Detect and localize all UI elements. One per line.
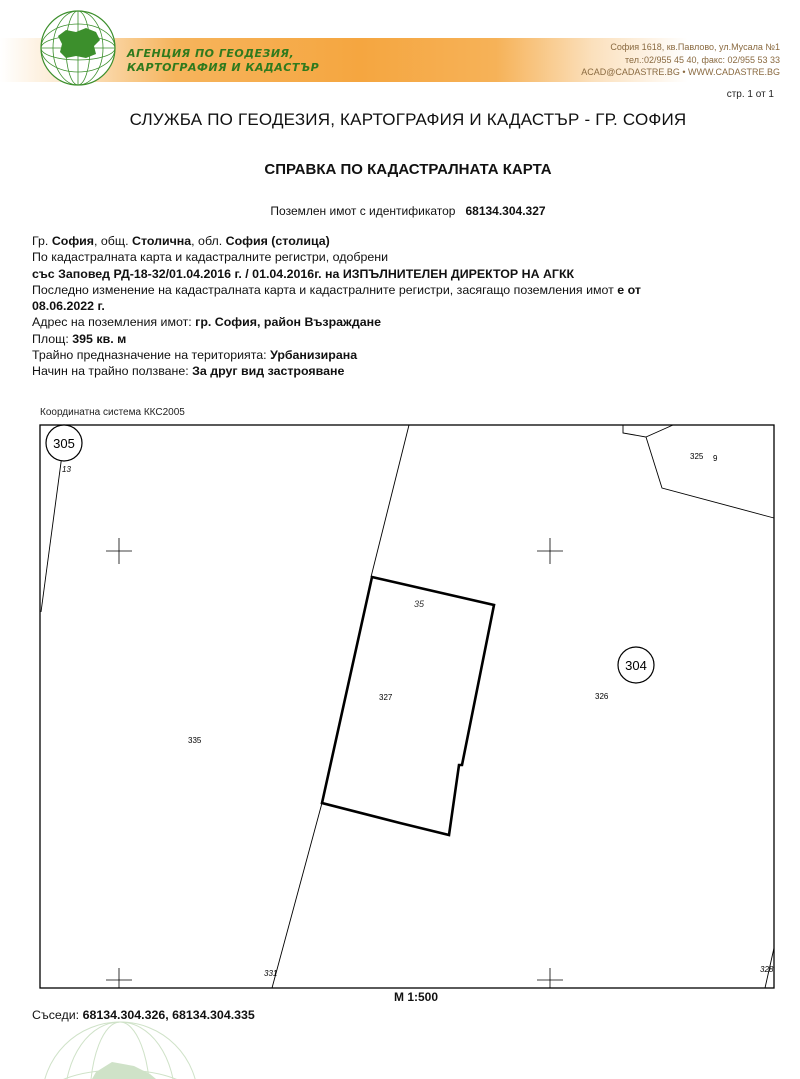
coordinate-system-label: Координатна система ККС2005 <box>40 407 185 418</box>
order-text: Заповед РД-18-32/01.04.2016 г. / 01.04.2016г. на ИЗПЪЛНИТЕЛЕН ДИРЕКТОР НА АГКК <box>58 266 575 281</box>
boundary-line <box>623 425 774 518</box>
parcel-35-label: 35 <box>414 599 425 609</box>
last-change-value-start: е от <box>617 282 641 297</box>
grid-cross <box>106 968 132 988</box>
last-change-value-end: 08.06.2022 г. <box>32 299 105 314</box>
approval-line: По кадастралната карта и кадастралните регистри, одобрени <box>32 250 388 265</box>
municipality-value: Столична <box>132 234 192 248</box>
boundary-line <box>646 425 673 437</box>
parcel-325-label: 325 <box>690 452 704 461</box>
address-value: гр. София, район Възраждане <box>195 315 381 330</box>
document-title: СПРАВКА ПО КАДАСТРАЛНАТА КАРТА <box>264 161 552 178</box>
city-value: София <box>51 234 95 248</box>
contact-web: ACAD@CADASTRE.BG • WWW.CADASTRE.BG <box>581 67 780 77</box>
map-frame <box>40 425 774 988</box>
parcel-325-suffix: 9 <box>713 454 718 463</box>
usage-label: Начин на трайно ползване: <box>32 364 189 379</box>
neighbors-value: 68134.304.326, 68134.304.335 <box>82 1008 255 1022</box>
quarter-305-label: 305 <box>53 436 75 451</box>
boundary-line <box>371 425 409 577</box>
area-label: Площ: <box>32 331 69 346</box>
purpose-value: Урбанизирана <box>270 348 358 363</box>
order-prefix: със <box>32 266 55 281</box>
map-scale: М 1:500 <box>393 990 439 1004</box>
parcel-326-label: 326 <box>595 692 609 701</box>
service-title: СЛУЖБА ПО ГЕОДЕЗИЯ, КАРТОГРАФИЯ И КАДАСТЪР - ГР. СОФИЯ <box>129 110 687 129</box>
agency-name-line1: АГЕНЦИЯ ПО ГЕОДЕЗИЯ, <box>127 47 295 60</box>
identifier-value: 68134.304.327 <box>465 204 546 218</box>
last-change-label: Последно изменение на кадастралната карта и кадастралните регистри, засягащо поземления имот <box>32 282 614 297</box>
parcel-331-label: 331 <box>264 969 278 978</box>
parcel-327-label: 327 <box>379 693 393 702</box>
city-prefix: Гр. <box>32 234 49 248</box>
grid-cross <box>106 538 132 564</box>
area-value: 395 кв. м <box>72 331 127 346</box>
grid-cross <box>537 538 563 564</box>
grid-cross <box>537 968 563 988</box>
contact-address: София 1618, кв.Павлово, ул.Мусала №1 <box>610 42 780 52</box>
municipality-label: , общ. <box>94 234 129 248</box>
identifier-label: Поземлен имот с идентификатор <box>270 204 456 218</box>
subject-parcel-outline <box>322 577 494 835</box>
purpose-label: Трайно предназначение на територията: <box>32 348 267 363</box>
usage-value: За друг вид застрояване <box>192 364 345 379</box>
parcel-335-label: 335 <box>188 736 202 745</box>
boundary-line <box>272 803 322 988</box>
footer-globe-icon <box>0 1020 220 1079</box>
parcel-328-label: 328 <box>760 965 774 974</box>
parcel-13-label: 13 <box>62 465 71 474</box>
region-value: София (столица) <box>225 234 330 248</box>
quarter-304-label: 304 <box>625 658 647 673</box>
agency-name-line2: КАРТОГРАФИЯ И КАДАСТЪР <box>127 61 320 74</box>
region-label: , обл. <box>191 234 223 248</box>
page-number: стр. 1 от 1 <box>726 89 774 100</box>
address-label: Адрес на поземления имот: <box>32 315 192 330</box>
neighbors-label: Съседи: <box>32 1008 80 1022</box>
contact-phone: тел.:02/955 45 40, факс: 02/955 53 33 <box>624 54 780 65</box>
